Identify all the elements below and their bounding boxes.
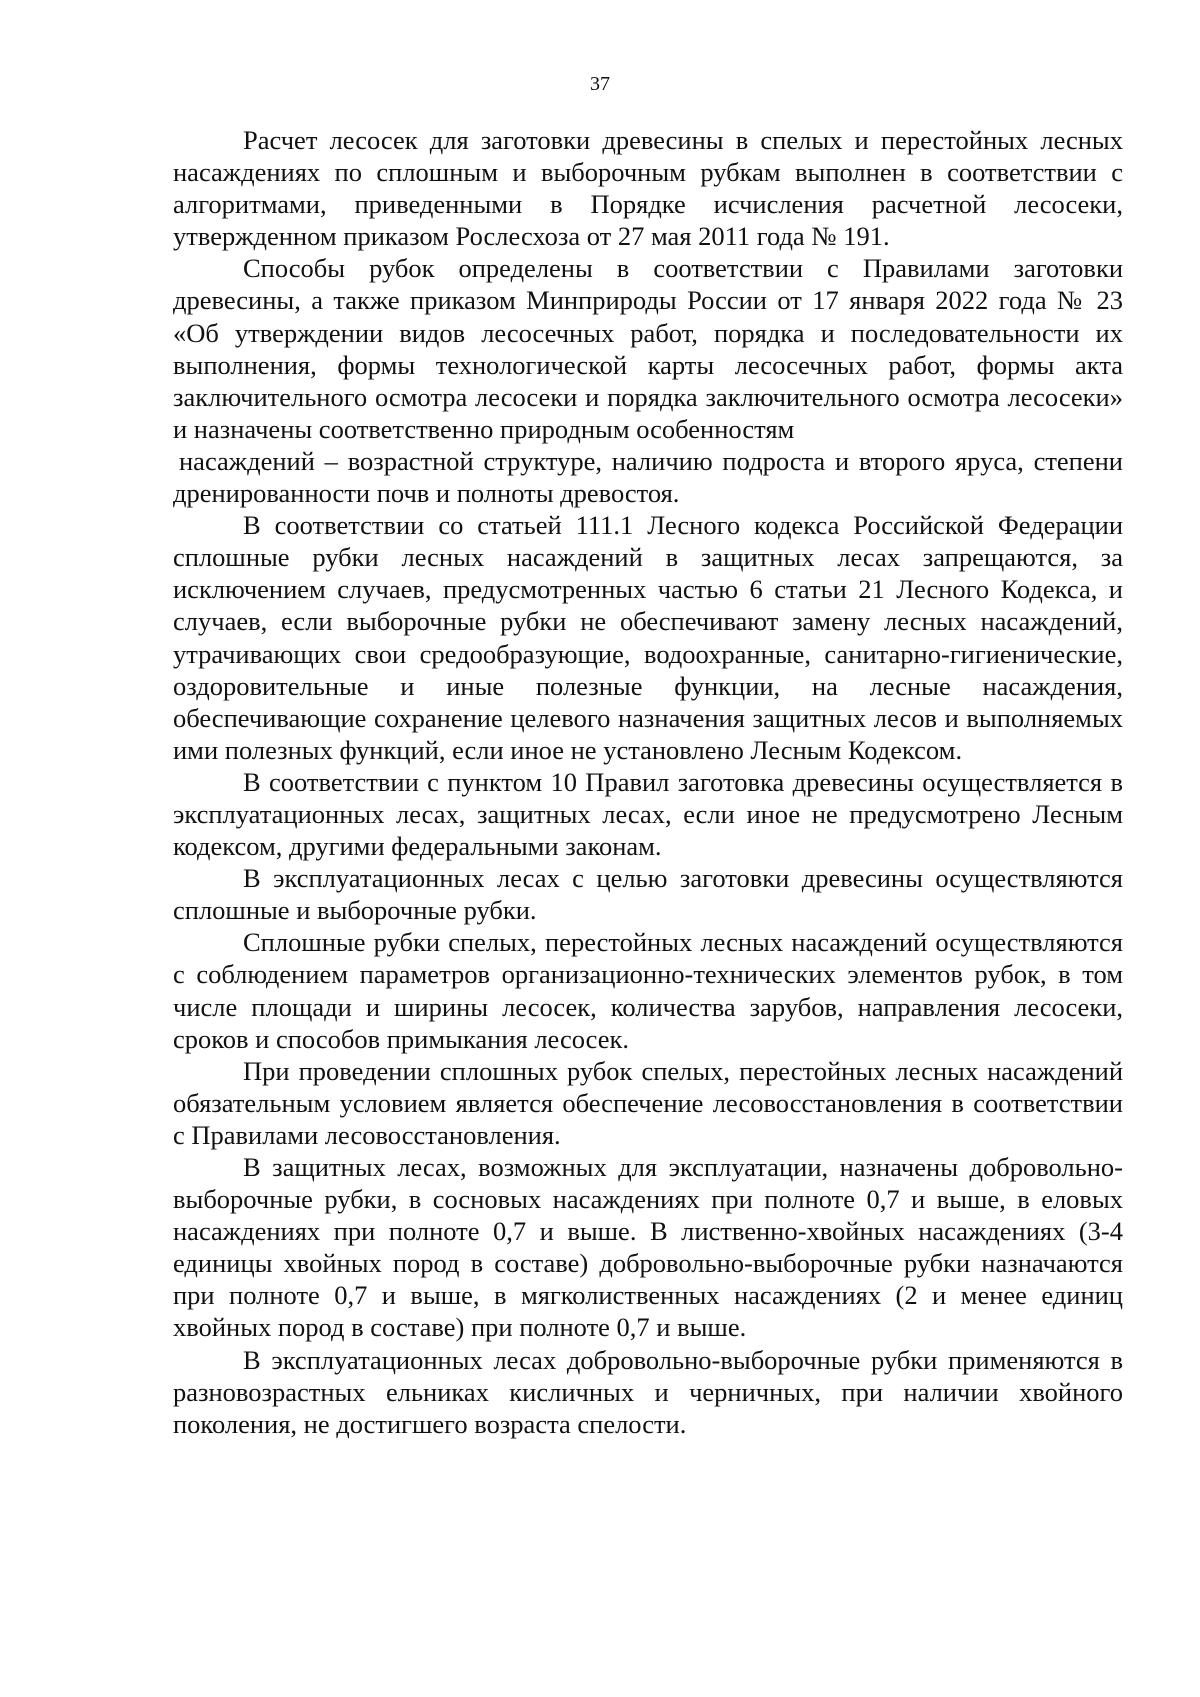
paragraph-clear-cutting-parameters: Сплошные рубки спелых, перестойных лесных насаждений осуществляются с соблюдением параметров организационно-технических элементов рубок, в том числе площади и ширины лесосек, количества зарубов, направления лесосеки, сроков и способов примыкания лесосек. [173, 927, 1123, 1054]
paragraph-protective-forests: В соответствии со статьей 111.1 Лесного кодекса Российской Федерации сплошные рубки лесных насаждений в защитных лесах запрещаются, за исключением случаев, предусмотренных частью 6 статьи 21 Лесного Кодекса, и случаев, если выборочные рубки не обеспечивают замену лесных насаждений, утрачивающих свои средообразующие, водоохранные, санитарно-гигиенические, оздоровительные и иные полезные функции, на лесные насаждения, обеспечивающие сохранение целевого назначения защитных лесов и выполняемых ими полезных функций, если иное не установлено Лесным Кодексом. [173, 510, 1123, 765]
paragraph-reforestation: При проведении сплошных рубок спелых, перестойных лесных насаждений обязательным условием является обеспечение лесовосстановления в соответствии с Правилами лесовосстановления. [173, 1055, 1123, 1150]
paragraph-selective-cutting-exploitation: В эксплуатационных лесах добровольно-выборочные рубки применяются в разновозрастных ельниках кисличных и черничных, при наличии хвойного поколения, не достигшего возраста спелости. [173, 1344, 1123, 1439]
document-body [173, 124, 1123, 1440]
page-number: 37 [590, 73, 610, 95]
paragraph-exploitation-forests: В эксплуатационных лесах с целью заготовки древесины осуществляются сплошные и выборочные рубки. [173, 863, 1123, 926]
paragraph-cutting-methods: Способы рубок определены в соответствии с Правилами заготовки древесины, а также приказом Минприроды России от 17 января 2022 года № 23 «Об утверждении видов лесосечных работ, порядка и последовательности их выполнения, формы технологической карты лесосечных работ, формы акта заключительного осмотра лесосеки и порядка заключительного осмотра лесосеки» и назначены соответственно природным особенностям [173, 253, 1123, 444]
paragraph-selective-cutting-protective: В защитных лесах, возможных для эксплуатации, назначены добровольно-выборочные рубки, в сосновых насаждениях при полноте 0,7 и выше, в еловых насаждениях при полноте 0,7 и выше. В лиственно-хвойных насаждениях (3-4 единицы хвойных пород в составе) добровольно-выборочные рубки назначаются при полноте 0,7 и выше, в мягколиственных насаждениях (2 и менее единиц хвойных пород в составе) при полноте 0,7 и выше. [173, 1152, 1123, 1343]
paragraph-stand-features: насаждений – возрастной структуре, наличию подроста и второго яруса, степени дренированности почв и полноты древостоя. [173, 445, 1123, 509]
paragraph-rules-point-10: В соответствии с пунктом 10 Правил заготовка древесины осуществляется в эксплуатационных лесах, защитных лесах, если иное не предусмотрено Лесным кодексом, другими федеральными законам. [173, 766, 1123, 862]
paragraph-cutting-calculation: Расчет лесосек для заготовки древесины в спелых и перестойных лесных насаждениях по сплошным и выборочным рубкам выполнен в соответствии с алгоритмами, приведенными в Порядке исчисления расчетной лесосеки, утвержденном приказом Рослесхоза от 27 мая 2011 года № 191. [173, 125, 1123, 252]
